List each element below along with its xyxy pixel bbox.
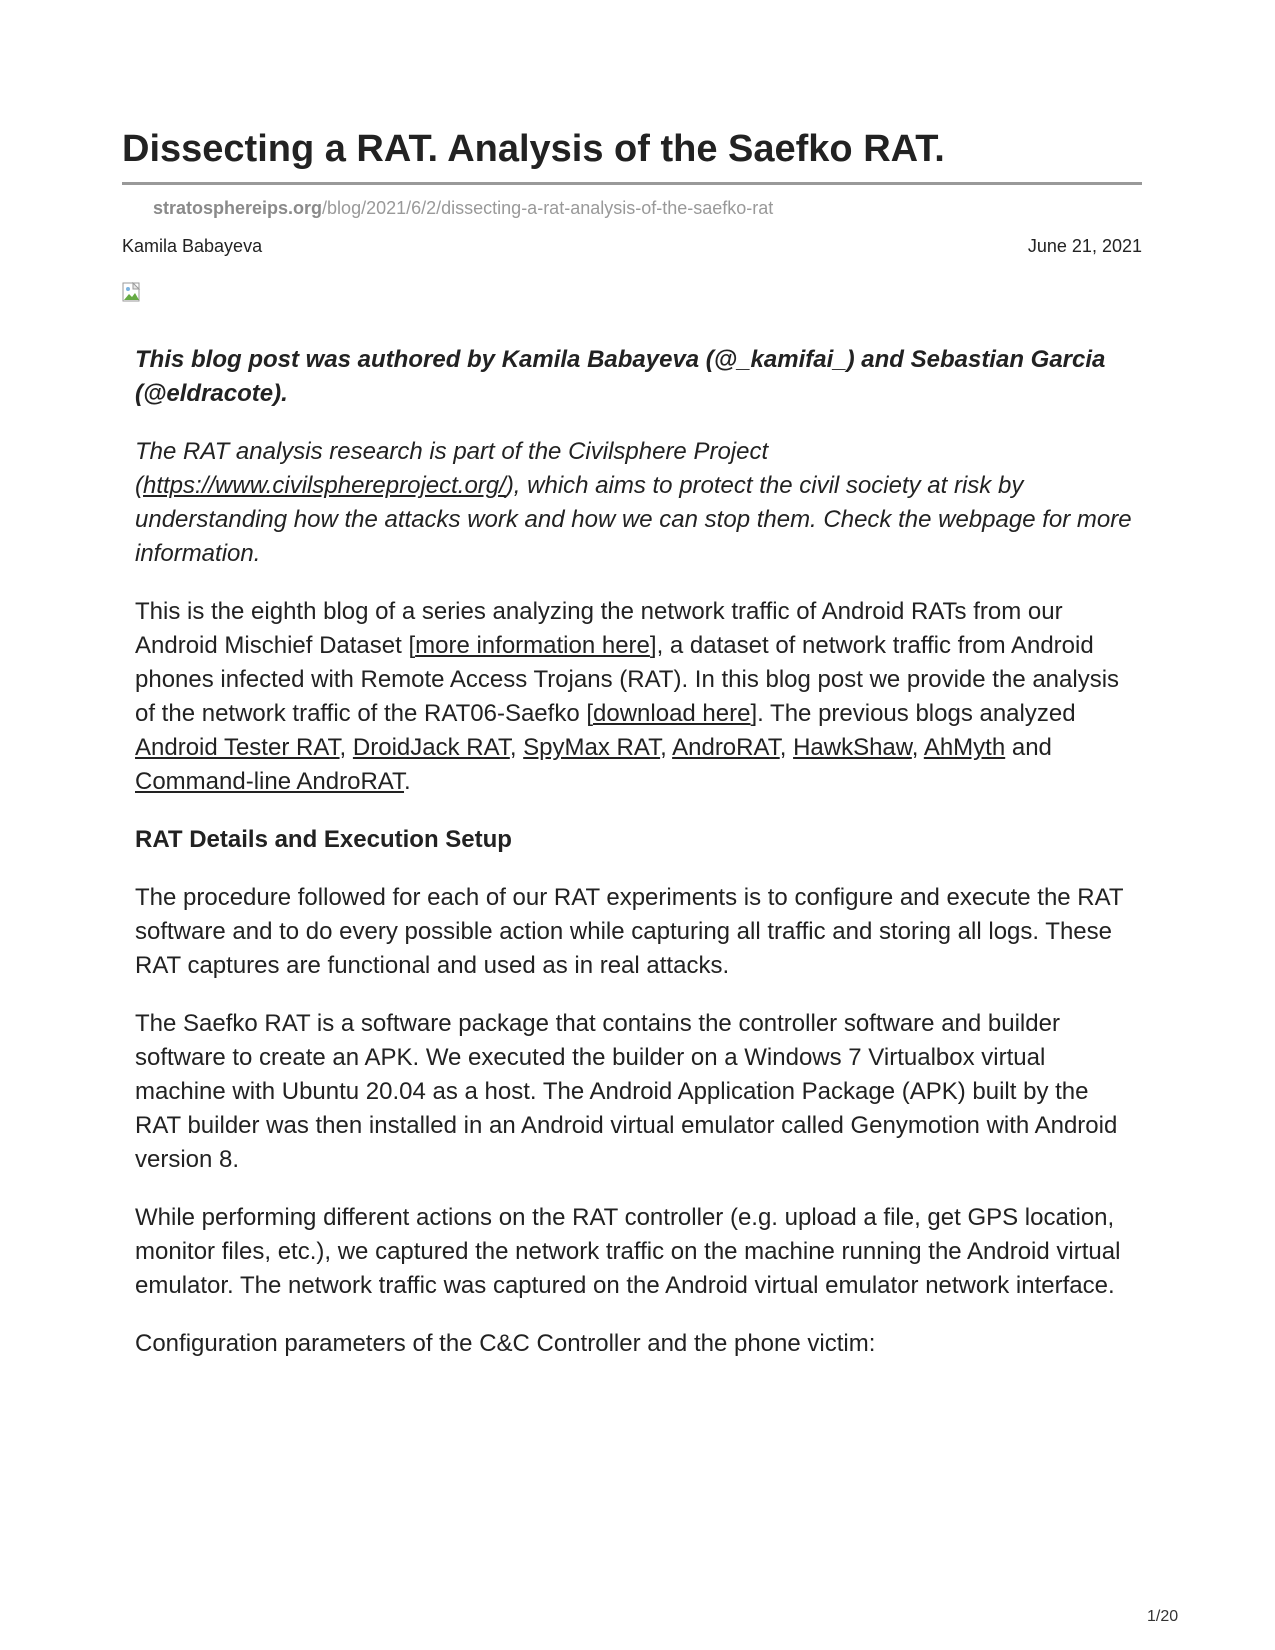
separator: , [509,734,524,761]
project-note-text-end: ), which aims to protect the civil society at risk by understanding how the attacks work and how we can stop them. Check the webpage for more information. [135,472,1132,567]
series-text: ], a dataset of network traffic from Android phones infected with Remote Access Trojans (RAT). In this blog post we provide the analysis of the network traffic of the RAT06-Saefko [ [135,632,1120,727]
period: . [404,768,411,795]
separator: , [339,734,353,761]
series-text: ]. The previous blogs analyzed [750,700,1076,727]
androrat-link[interactable]: AndroRAT [672,734,780,761]
url-path: /blog/2021/6/2/dissecting-a-rat-analysis-of-the-saefko-rat [322,198,774,218]
download-link[interactable]: download here [593,700,751,727]
article-body [135,343,1135,1385]
series-text: This is the eighth blog of a series analyzing the network traffic of Android RATs from our Android Mischief Dataset [ [135,598,1063,659]
project-note [135,435,1135,571]
procedure-paragraph: The procedure followed for each of our RAT experiments is to configure and execute the RAT software and to do every possible action while capturing all traffic and storing all logs. These RAT captures are functional and used as in real attacks. [135,884,1124,979]
ahmyth-link[interactable]: AhMyth [923,734,1006,761]
publish-date: June 21, 2021 [1027,236,1142,256]
hawkshaw-link[interactable]: HawkShaw [793,734,912,761]
command-line-androrat-link[interactable]: Command-line AndroRAT [135,768,405,795]
conjunction: and [1005,734,1052,761]
broken-image-icon [122,282,144,304]
separator: , [911,734,924,761]
separator: , [779,734,794,761]
article-title: Dissecting a RAT. Analysis of the Saefko RAT. [122,128,945,170]
source-url[interactable] [153,196,773,220]
page-number: 1/20 [1147,1608,1179,1625]
droidjack-rat-link[interactable]: DroidJack RAT [352,734,510,761]
separator: , [660,734,673,761]
civilsphere-link[interactable]: https://www.civilsphereproject.org/ [143,472,506,499]
android-tester-rat-link[interactable]: Android Tester RAT [135,734,340,761]
configuration-paragraph: Configuration parameters of the C&C Controller and the phone victim: [135,1330,876,1357]
authored-note: This blog post was authored by Kamila Babayeva (@_kamifai_) and Sebastian Garcia (@eldracote). [135,346,1106,407]
project-note-text: The RAT analysis research is part of the Civilsphere Project ( [135,438,769,499]
url-domain: stratosphereips.org [153,198,323,218]
series-paragraph [135,595,1135,799]
title-divider [122,182,1142,185]
spymax-rat-link[interactable]: SpyMax RAT [523,734,661,761]
author-name: Kamila Babayeva [122,236,263,256]
section-heading: RAT Details and Execution Setup [135,826,512,853]
more-information-link[interactable]: more information here [415,632,650,659]
saefko-paragraph: The Saefko RAT is a software package that contains the controller software and builder software to create an APK. We executed the builder on a Windows 7 Virtualbox virtual machine with Ubuntu 20.04 as a host. The Android Application Package (APK) built by the RAT builder was then installed in an Android virtual emulator called Genymotion with Android version 8. [135,1010,1118,1173]
capture-paragraph: While performing different actions on the RAT controller (e.g. upload a file, get GPS location, monitor files, etc.), we captured the network traffic on the machine running the Android virtual emulator. The network traffic was captured on the Android virtual emulator network interface. [135,1204,1121,1299]
